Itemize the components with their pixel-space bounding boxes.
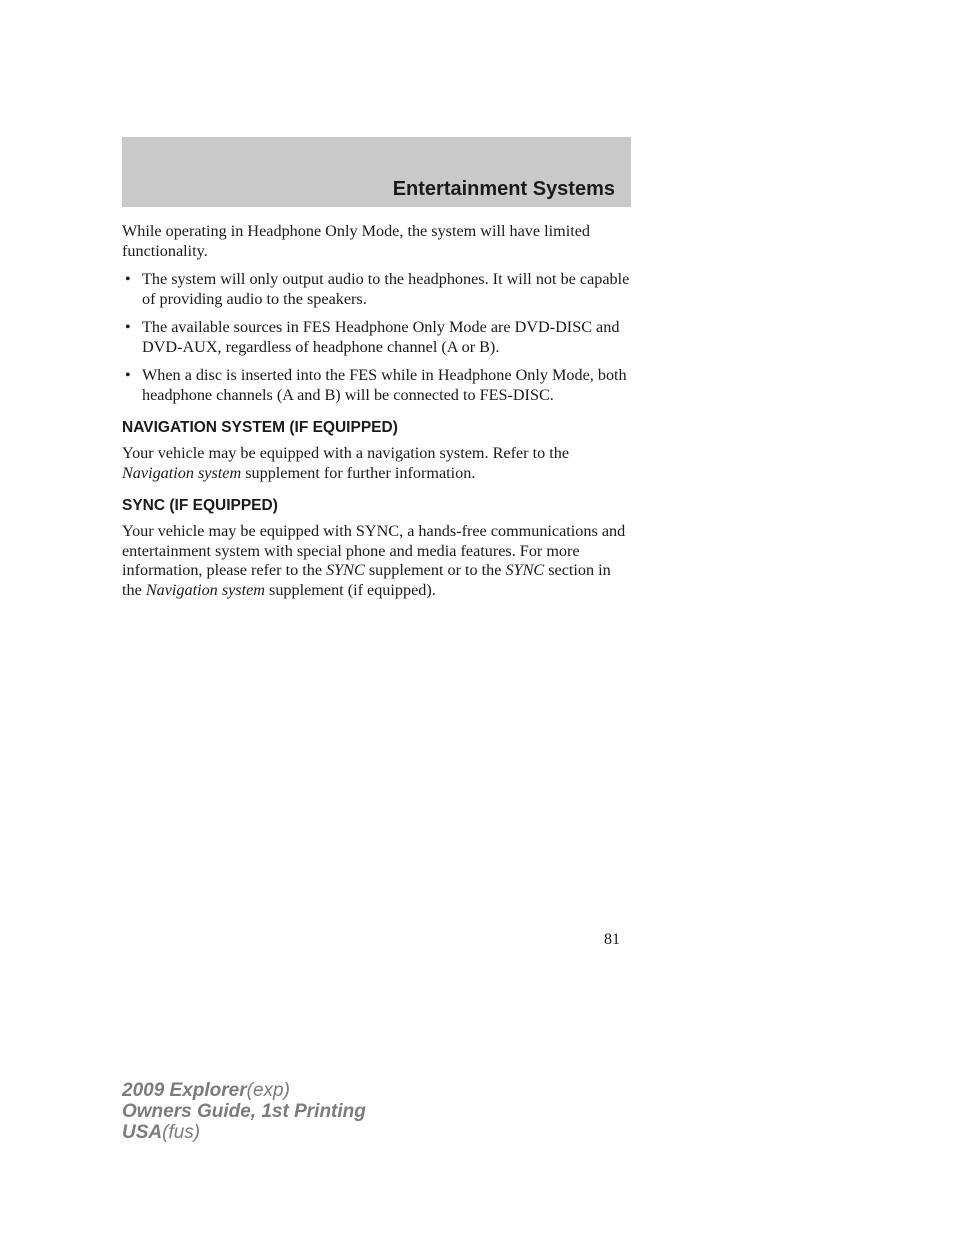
- section-title: Entertainment Systems: [392, 178, 615, 200]
- page-number: 81: [604, 931, 620, 948]
- sync-paragraph: [122, 522, 634, 600]
- footer-line-3: [122, 1122, 366, 1143]
- sync-text-3: section in the: [122, 561, 611, 599]
- sync-italic-ref-2: SYNC: [505, 561, 545, 579]
- page-content: [122, 222, 634, 609]
- section-header-band: [122, 137, 631, 207]
- sync-italic-ref-1: SYNC: [326, 561, 365, 579]
- footer-line-2: Owners Guide, 1st Printing: [122, 1101, 366, 1122]
- footer-line-1: [122, 1080, 366, 1101]
- intro-paragraph: While operating in Headphone Only Mode, the system will have limited functionality.: [122, 222, 590, 260]
- sync-text-1: Your vehicle may be equipped with SYNC, a hands-free communications and entertainment system with special phone and media features. For more information, please refer to the: [122, 522, 626, 579]
- list-item-text: The available sources in FES Headphone Only Mode are DVD-DISC and DVD-AUX, regardless of headphone channel (A or B).: [142, 318, 620, 356]
- list-item: [122, 270, 634, 309]
- footer-market-code: (fus): [162, 1122, 201, 1143]
- footer-model: 2009 Explorer: [122, 1080, 247, 1101]
- bullet-icon: •: [125, 366, 131, 384]
- list-item: [122, 318, 634, 357]
- navigation-text-2: supplement for further information.: [245, 463, 476, 482]
- footer-market: USA: [122, 1122, 163, 1143]
- list-item: [122, 366, 634, 405]
- sync-text-4: supplement (if equipped).: [269, 580, 436, 599]
- bullet-icon: •: [125, 318, 131, 336]
- navigation-paragraph: [122, 444, 634, 483]
- sync-heading: SYNC (IF EQUIPPED): [122, 497, 278, 514]
- sync-text-2: supplement or to the: [368, 561, 502, 579]
- navigation-heading: NAVIGATION SYSTEM (IF EQUIPPED): [122, 419, 398, 436]
- footer-model-code: (exp): [246, 1080, 290, 1101]
- sync-italic-ref-3: Navigation system: [145, 580, 265, 599]
- list-item-text: The system will only output audio to the headphones. It will not be capable of providing audio to the speakers.: [142, 270, 630, 308]
- navigation-italic-ref: Navigation system: [122, 463, 242, 482]
- list-item-text: When a disc is inserted into the FES while in Headphone Only Mode, both headphone channels (A and B) will be connected to FES-DISC.: [142, 366, 627, 404]
- navigation-text-1: Your vehicle may be equipped with a navigation system. Refer to the: [122, 444, 570, 462]
- limitations-list: [122, 270, 634, 405]
- bullet-icon: •: [125, 270, 131, 288]
- document-footer: [122, 1080, 366, 1143]
